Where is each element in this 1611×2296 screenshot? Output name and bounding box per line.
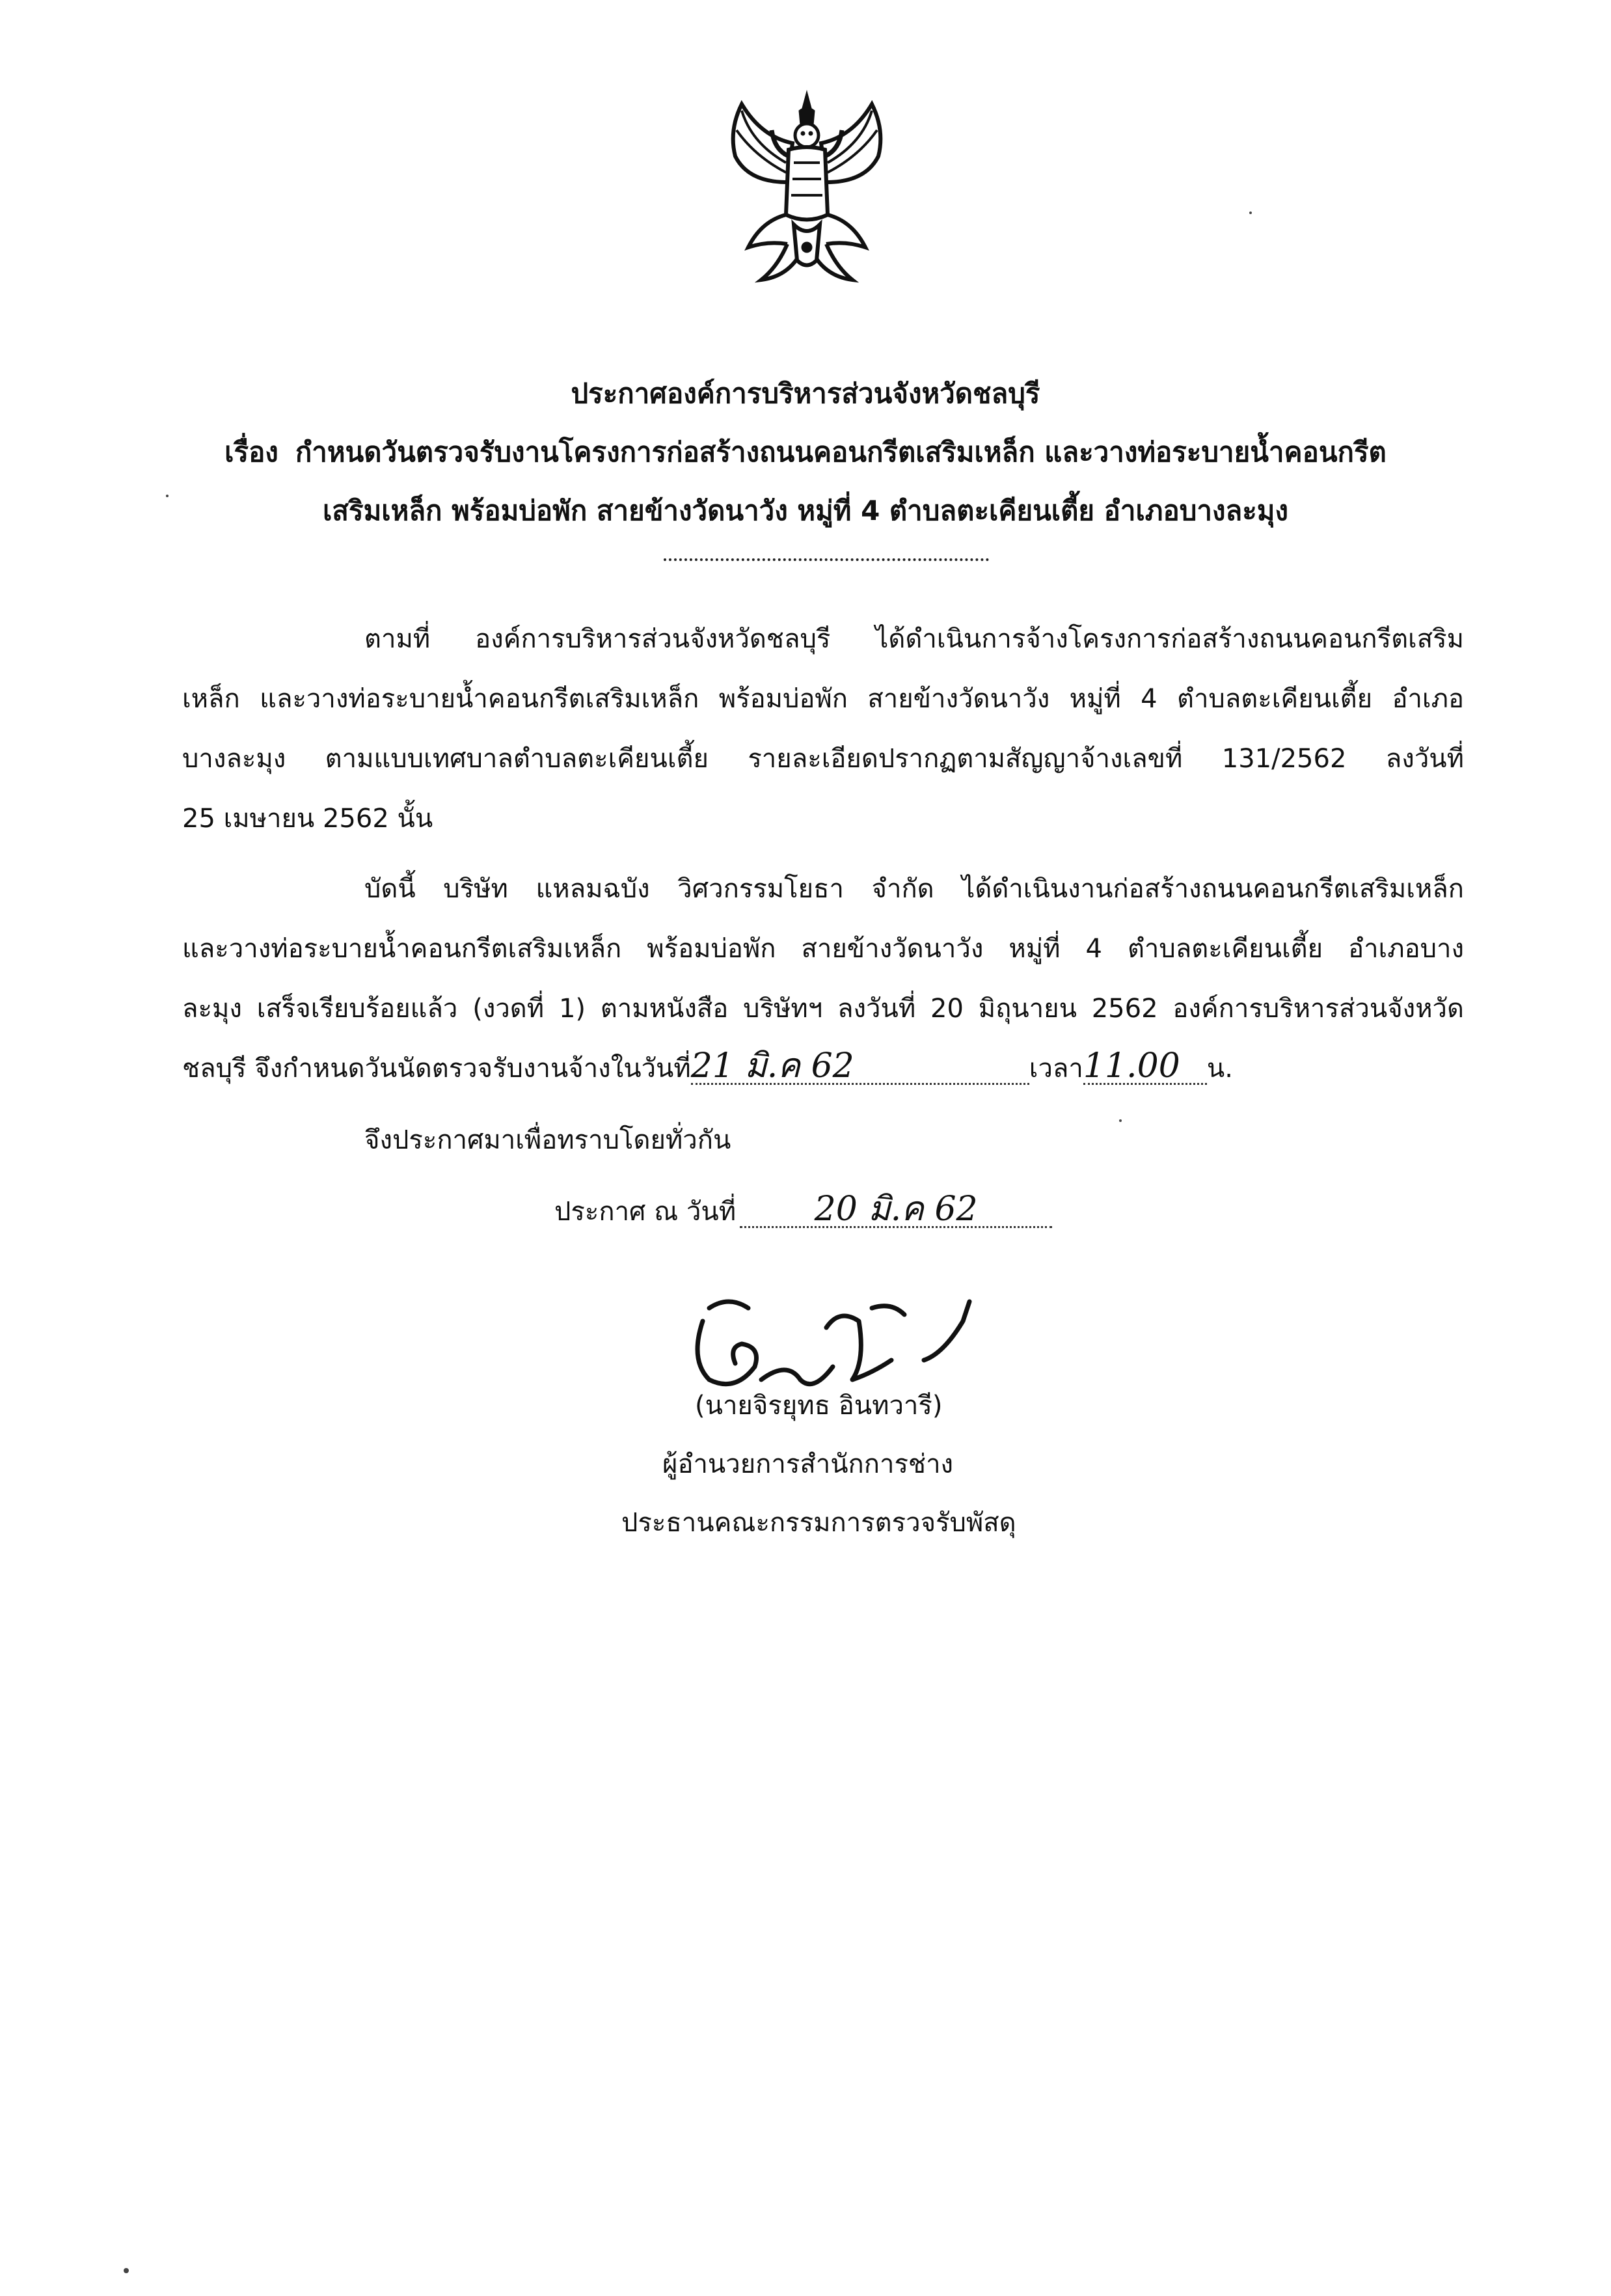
inspection-date-handwritten: 21 มิ.ค 62 [691, 1049, 1029, 1085]
signatory-name: (นายจิรยุทธ อินทวารี) [695, 1391, 943, 1421]
scan-speck [1249, 212, 1252, 214]
scan-speck [1119, 1119, 1122, 1122]
scan-speck [166, 495, 169, 497]
paragraph1-line4: 25 เมษายน 2562 นั้น [182, 804, 433, 834]
announced-date-line [554, 1192, 1052, 1231]
announced-date-handwritten: 20 มิ.ค 62 [740, 1192, 1052, 1228]
subject-line-2: เสริมเหล็ก พร้อมบ่อพัก สายข้างวัดนาวัง หมู่ที่ 4 ตำบลตะเคียนเตี้ย อำเภอบางละมุง [323, 495, 1288, 526]
subject-line-1 [0, 431, 1611, 474]
subject-label: เรื่อง [224, 436, 278, 468]
paragraph2-line3: ละมุง เสร็จเรียบร้อยแล้ว (งวดที่ 1) ตามหนังสือ บริษัทฯ ลงวันที่ 20 มิถุนายน 2562 องค์การบริหารส่วนจังหวัด [182, 994, 1464, 1024]
closing-statement: จึงประกาศมาเพื่อทราบโดยทั่วกัน [364, 1125, 731, 1155]
title-divider [664, 558, 989, 561]
scan-speck [124, 2268, 129, 2273]
subject-text-1: กำหนดวันตรวจรับงานโครงการก่อสร้างถนนคอนกรีตเสริมเหล็ก และวางท่อระบายน้ำคอนกรีต [295, 436, 1387, 468]
inspection-prefix: ชลบุรี จึงกำหนดวันนัดตรวจรับงานจ้างในวันที่ [182, 1054, 691, 1084]
paragraph2-line2: และวางท่อระบายน้ำคอนกรีตเสริมเหล็ก พร้อมบ่อพัก สายข้างวัดนาวัง หมู่ที่ 4 ตำบลตะเคียนเตี้ย อำเภอบาง [182, 934, 1464, 964]
paragraph2-line4 [182, 1046, 1464, 1088]
paragraph1-line3: บางละมุง ตามแบบเทศบาลตำบลตะเคียนเตี้ย รายละเอียดปรากฏตามสัญญาจ้างเลขที่ 131/2562 ลงวันที่ [182, 744, 1464, 774]
announced-label: ประกาศ ณ วันที่ [554, 1197, 737, 1227]
time-label: เวลา [1029, 1054, 1083, 1084]
signatory-position-1: ผู้อำนวยการสำนักการช่าง [662, 1449, 954, 1479]
signatory-position-2: ประธานคณะกรรมการตรวจรับพัสดุ [621, 1508, 1016, 1538]
announcement-title: ประกาศองค์การบริหารส่วนจังหวัดชลบุรี [571, 377, 1040, 409]
garuda-emblem-icon [716, 85, 898, 293]
paragraph1-line2: เหล็ก และวางท่อระบายน้ำคอนกรีตเสริมเหล็ก พร้อมบ่อพัก สายข้างวัดนาวัง หมู่ที่ 4 ตำบลตะเคียนเตี้ย อำเภอ [182, 684, 1464, 714]
paragraph2-line1: บัดนี้ บริษัท แหลมฉบัง วิศวกรรมโยธา จำกัด ได้ดำเนินงานก่อสร้างถนนคอนกรีตเสริมเหล็ก [364, 874, 1464, 904]
time-suffix: น. [1206, 1054, 1233, 1084]
inspection-time-handwritten: 11.00 [1083, 1049, 1207, 1085]
paragraph1-line1: ตามที่ องค์การบริหารส่วนจังหวัดชลบุรี ได้ดำเนินการจ้างโครงการก่อสร้างถนนคอนกรีตเสริม [364, 624, 1464, 654]
